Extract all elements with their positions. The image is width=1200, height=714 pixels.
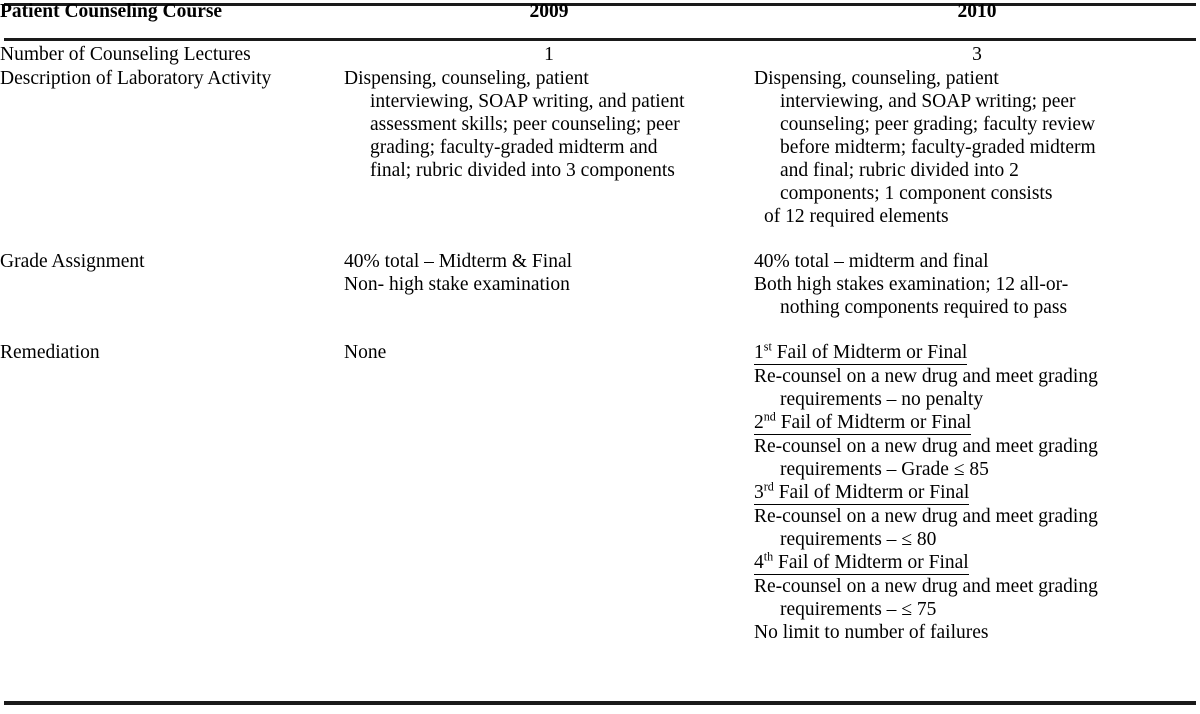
text-line: and final; rubric divided into 2 xyxy=(780,160,1019,181)
text-line: nothing components required to pass xyxy=(780,297,1068,318)
text-line: Non- high stake examination xyxy=(344,274,570,295)
table-row xyxy=(0,38,1200,66)
text-line: None xyxy=(344,342,387,363)
ordinal-suffix: th xyxy=(763,549,774,564)
text-line: interviewing, and SOAP writing; peer xyxy=(780,91,1076,112)
row-label-description: Description of Laboratory Activity xyxy=(0,68,272,89)
lectures-count-2009: 1 xyxy=(544,44,554,65)
remediation-heading xyxy=(754,341,1200,365)
remediation-body xyxy=(754,505,1200,551)
text-line: requirements – ≤ 80 xyxy=(780,529,937,550)
ordinal-suffix: st xyxy=(763,339,772,354)
remediation-body xyxy=(754,435,1200,481)
description-2010-text xyxy=(754,67,1200,228)
column-header-2010: 2010 xyxy=(957,1,997,22)
text-line: of 12 required elements xyxy=(764,206,949,227)
cell-description-2009 xyxy=(344,66,754,228)
text-line: No limit to number of failures xyxy=(754,622,989,643)
text-line: assessment skills; peer counseling; peer xyxy=(370,114,680,135)
remediation-2009-text xyxy=(344,341,754,364)
table-row xyxy=(0,319,1200,644)
text-line: before midterm; faculty-graded midterm xyxy=(780,137,1096,158)
remediation-heading xyxy=(754,411,1200,435)
row-label-grade-assignment: Grade Assignment xyxy=(0,251,145,272)
cell-remediation-2009 xyxy=(344,319,754,644)
text-line: final; rubric divided into 3 components xyxy=(370,160,675,181)
cell-grade-2010 xyxy=(754,228,1200,319)
text-line: counseling; peer grading; faculty review xyxy=(780,114,1096,135)
grade-2009-text xyxy=(344,250,754,296)
cell-lectures-2009 xyxy=(344,38,754,66)
ordinal-suffix: rd xyxy=(763,479,774,494)
table-bottom-rule xyxy=(4,701,1196,705)
text-line: Re-counsel on a new drug and meet grading xyxy=(754,436,1098,457)
row-label-remediation: Remediation xyxy=(0,342,100,363)
text-line: Dispensing, counseling, patient xyxy=(754,68,999,89)
remediation-body xyxy=(754,621,1200,644)
table-row xyxy=(0,228,1200,319)
text-line: Both high stakes examination; 12 all-or- xyxy=(754,274,1069,295)
table-head xyxy=(0,0,1200,38)
ordinal-suffix: nd xyxy=(763,409,776,424)
cell-grade-2009 xyxy=(344,228,754,319)
cell-remediation-2010 xyxy=(754,319,1200,644)
header-row xyxy=(0,0,1200,38)
row-label-lectures: Number of Counseling Lectures xyxy=(0,44,251,65)
text-line: Dispensing, counseling, patient xyxy=(344,68,589,89)
remediation-heading-text: 2nd Fail of Midterm or Final xyxy=(754,409,972,433)
column-header-2009: 2009 xyxy=(529,1,569,22)
grade-2010-text xyxy=(754,250,1200,319)
remediation-heading-text: 1st Fail of Midterm or Final xyxy=(754,339,968,363)
remediation-body xyxy=(754,575,1200,621)
text-line: requirements – Grade ≤ 85 xyxy=(780,459,989,480)
lectures-count-2010: 3 xyxy=(972,44,982,65)
description-2009-text xyxy=(344,67,754,182)
text-line: Re-counsel on a new drug and meet grading xyxy=(754,576,1098,597)
table-body xyxy=(0,38,1200,644)
remediation-heading-text: 4th Fail of Midterm or Final xyxy=(754,549,969,573)
table-row xyxy=(0,66,1200,228)
text-line: requirements – no penalty xyxy=(780,389,984,410)
text-line: interviewing, SOAP writing, and patient xyxy=(370,91,685,112)
text-line: grading; faculty-graded midterm and xyxy=(370,137,658,158)
text-line: requirements – ≤ 75 xyxy=(780,599,937,620)
text-line: 40% total – midterm and final xyxy=(754,251,989,272)
text-line: Re-counsel on a new drug and meet grading xyxy=(754,506,1098,527)
cell-lectures-2010 xyxy=(754,38,1200,66)
text-line: components; 1 component consists xyxy=(780,183,1053,204)
remediation-body xyxy=(754,365,1200,411)
cell-description-2010 xyxy=(754,66,1200,228)
remediation-heading-text: 3rd Fail of Midterm or Final xyxy=(754,479,970,503)
column-header-title: Patient Counseling Course xyxy=(0,1,223,22)
remediation-heading xyxy=(754,481,1200,505)
remediation-2010-blocks xyxy=(754,341,1200,644)
remediation-heading xyxy=(754,551,1200,575)
text-line: Re-counsel on a new drug and meet grading xyxy=(754,366,1098,387)
text-line: 40% total – Midterm & Final xyxy=(344,251,573,272)
